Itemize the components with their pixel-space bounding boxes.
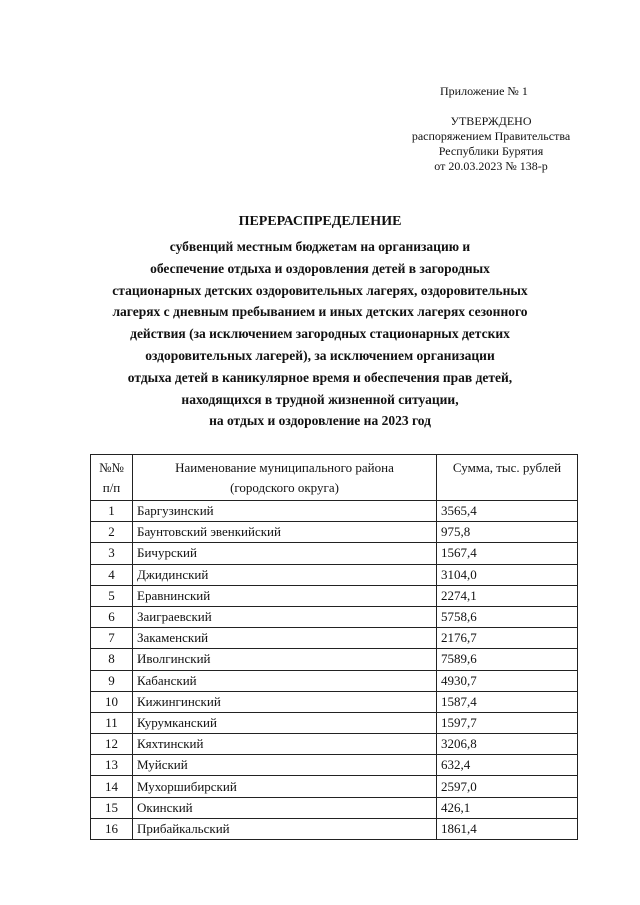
header-sum: Сумма, тыс. рублей <box>437 455 578 501</box>
row-num: 15 <box>91 797 133 818</box>
header-num <box>91 455 133 501</box>
document-title: ПЕРЕРАСПРЕДЕЛЕНИЕ <box>238 214 402 229</box>
row-sum: 632,4 <box>437 755 578 776</box>
row-num: 16 <box>91 818 133 839</box>
table-row <box>91 712 578 733</box>
row-num: 8 <box>91 649 133 670</box>
row-sum: 426,1 <box>437 797 578 818</box>
row-sum: 3565,4 <box>437 501 578 522</box>
table-row <box>91 501 578 522</box>
table-row <box>91 734 578 755</box>
header-name-line1: Наименование муниципального района <box>175 460 394 475</box>
subtitle-line: субвенций местным бюджетам на организацию и <box>169 239 471 254</box>
subtitle-line: стационарных детских оздоровительных лагерях, оздоровительных <box>112 282 528 298</box>
annex-label: Приложение № 1 <box>440 84 528 98</box>
table-row <box>91 585 578 606</box>
row-sum: 1587,4 <box>437 691 578 712</box>
header-name <box>133 455 437 501</box>
row-sum: 2274,1 <box>437 585 578 606</box>
row-num: 12 <box>91 734 133 755</box>
subtitle-line: лагерях с дневным пребыванием и иных детских лагерях сезонного <box>112 304 528 320</box>
row-sum: 7589,6 <box>437 649 578 670</box>
row-num: 3 <box>91 543 133 564</box>
approval-block <box>395 114 587 174</box>
table-row <box>91 628 578 649</box>
row-name: Кабанский <box>133 670 437 691</box>
row-name: Прибайкальский <box>133 818 437 839</box>
table-header-row <box>91 455 578 501</box>
header-num-line2: п/п <box>102 480 121 495</box>
subtitle-line: оздоровительных лагерей), за исключением организации <box>145 347 495 363</box>
row-num: 13 <box>91 755 133 776</box>
row-name: Еравнинский <box>133 585 437 606</box>
row-sum: 3206,8 <box>437 734 578 755</box>
row-name: Баргузинский <box>133 501 437 522</box>
row-sum: 975,8 <box>437 522 578 543</box>
row-num: 11 <box>91 712 133 733</box>
subtitle-line: находящихся в трудной жизненной ситуации, <box>181 391 459 407</box>
row-num: 2 <box>91 522 133 543</box>
subtitle-line: на отдых и оздоровление на 2023 год <box>209 413 431 429</box>
row-num: 14 <box>91 776 133 797</box>
table-row <box>91 543 578 564</box>
approved-line: от 20.03.2023 № 138-р <box>434 159 548 173</box>
subvention-table <box>90 454 578 840</box>
row-name: Баунтовский эвенкийский <box>133 522 437 543</box>
row-num: 1 <box>91 501 133 522</box>
row-name: Закаменский <box>133 628 437 649</box>
header-num-line1: №№ <box>99 460 124 475</box>
row-num: 7 <box>91 628 133 649</box>
row-name: Окинский <box>133 797 437 818</box>
row-sum: 1597,7 <box>437 712 578 733</box>
row-name: Кижингинский <box>133 691 437 712</box>
row-num: 10 <box>91 691 133 712</box>
document-subtitle <box>60 236 580 432</box>
subtitle-line: действия (за исключением загородных стационарных детских <box>130 326 510 342</box>
row-sum: 2176,7 <box>437 628 578 649</box>
row-name: Иволгинский <box>133 649 437 670</box>
row-name: Бичурский <box>133 543 437 564</box>
row-num: 9 <box>91 670 133 691</box>
row-sum: 5758,6 <box>437 606 578 627</box>
table-row <box>91 670 578 691</box>
row-name: Курумканский <box>133 712 437 733</box>
table-row <box>91 818 578 839</box>
row-name: Кяхтинский <box>133 734 437 755</box>
table-row <box>91 564 578 585</box>
approved-line: Республики Бурятия <box>438 144 544 158</box>
row-name: Мухоршибирский <box>133 776 437 797</box>
table-body <box>91 501 578 840</box>
row-num: 6 <box>91 606 133 627</box>
row-num: 5 <box>91 585 133 606</box>
table-row <box>91 606 578 627</box>
header-name-line2: (городского округа) <box>230 480 339 495</box>
table-row <box>91 522 578 543</box>
row-sum: 3104,0 <box>437 564 578 585</box>
row-sum: 4930,7 <box>437 670 578 691</box>
table-row <box>91 776 578 797</box>
subtitle-line: отдыха детей в каникулярное время и обеспечения прав детей, <box>127 369 513 385</box>
table-row <box>91 649 578 670</box>
row-sum: 1861,4 <box>437 818 578 839</box>
table-row <box>91 691 578 712</box>
table-row <box>91 797 578 818</box>
row-name: Муйский <box>133 755 437 776</box>
approved-line: распоряжением Правительства <box>411 129 571 143</box>
row-sum: 2597,0 <box>437 776 578 797</box>
row-name: Джидинский <box>133 564 437 585</box>
row-num: 4 <box>91 564 133 585</box>
row-name: Заиграевский <box>133 606 437 627</box>
approved-line: УТВЕРЖДЕНО <box>450 114 532 128</box>
table-row <box>91 755 578 776</box>
row-sum: 1567,4 <box>437 543 578 564</box>
subtitle-line: обеспечение отдыха и оздоровления детей в загородных <box>150 260 490 276</box>
